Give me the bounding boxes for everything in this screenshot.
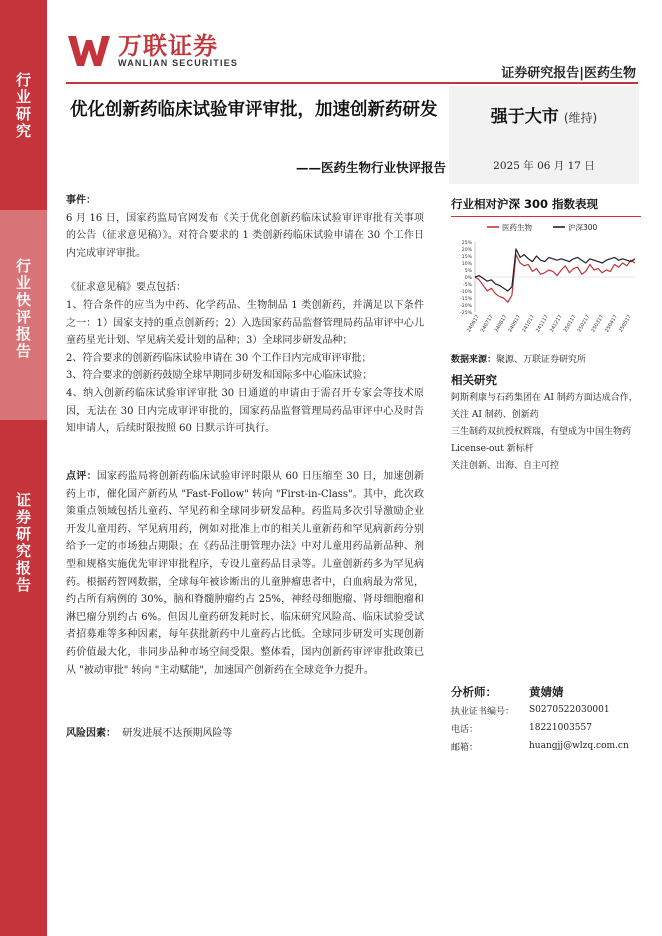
x-tick-label: 250217 — [576, 314, 592, 334]
event-section — [66, 192, 424, 438]
chart-source — [451, 352, 586, 365]
risk-text: 研发进展不达预期风险等 — [122, 728, 233, 739]
x-tick-label: 240717 — [479, 314, 495, 334]
report-date: 2025 年 06 月 17 日 — [493, 160, 595, 172]
y-tick-label: 0% — [464, 276, 472, 281]
industry-rating: 强于大市 — [490, 107, 559, 127]
analyst-name: 黄婧婧 — [529, 685, 564, 699]
email-address[interactable]: huangjj@wlzq.com.cn — [529, 741, 629, 751]
x-tick-label: 250417 — [604, 314, 619, 334]
comment-heading: 点评： — [66, 471, 97, 482]
chart-section-header — [451, 196, 641, 217]
y-tick-label: 25% — [461, 241, 472, 246]
y-tick-label: -15% — [460, 297, 472, 302]
legend-label-1: 沪深300 — [568, 223, 598, 232]
email-label: 邮箱： — [451, 742, 479, 753]
x-tick-label: 250517 — [617, 314, 633, 334]
x-tick-label: 241117 — [535, 314, 550, 334]
related-item-1[interactable]: 阿斯利康与石药集团在 AI 制药方面达成合作，关注 AI 制药、创新药 — [451, 393, 638, 420]
related-item-3[interactable]: 关注创新、出海、自主可控 — [451, 461, 560, 471]
brand-name-en: WANLIAN SECURITIES — [118, 58, 239, 68]
sidebar-section-top — [0, 0, 47, 210]
rating-panel — [449, 86, 639, 184]
sidebar — [0, 0, 47, 936]
chart-section-title: 行业相对沪深 300 指数表现 — [451, 196, 641, 217]
y-tick-label: 20% — [461, 248, 472, 253]
y-tick-label: -5% — [463, 283, 472, 288]
related-title: 相关研究 — [451, 373, 497, 387]
relative-performance-chart — [451, 218, 641, 346]
y-tick-label: -10% — [460, 290, 472, 295]
y-tick-label: -20% — [460, 304, 472, 309]
x-tick-label: 250317 — [590, 314, 606, 334]
sidebar-section-bottom — [0, 420, 47, 936]
analyst-role-label: 分析师： — [451, 685, 497, 699]
x-tick-label: 240617 — [465, 314, 481, 334]
x-tick-label: 241217 — [548, 314, 564, 334]
series-line-0 — [475, 255, 635, 303]
y-tick-label: 10% — [461, 262, 472, 267]
phone-number: 18221003557 — [529, 723, 592, 733]
legend-label-0: 医药生物 — [502, 223, 532, 232]
event-paragraph: 6 月 16 日，国家药监局官网发布《关于优化创新药临床试验审评审批有关事项的公告（征求意见稿）》。对符合要求的 1 类创新药临床试验申请在 30 个工作日内完成审评审批。 — [66, 212, 424, 259]
page-title: 优化创新药临床试验审评审批，加速创新药研发 — [70, 100, 438, 120]
x-tick-label: 240817 — [493, 314, 509, 334]
event-point-1: 1、符合条件的应当为中药、化学药品、生物制品 1 类创新药，并满足以下条件之一：1）国家支持的重点创新药；2）入选国家药品监督管理局药品审评中心儿童药星光计划、罕见病关爱计划的品种；3）全球同步研发品种； — [66, 299, 424, 347]
chart-source-text: 聚源、万联证券研究所 — [496, 355, 587, 365]
risk-heading: 风险因素： — [66, 728, 116, 739]
y-tick-label: 15% — [461, 255, 472, 260]
page-subtitle: ——医药生物行业快评报告 — [295, 160, 446, 175]
license-label: 执业证书编号： — [451, 706, 515, 717]
sidebar-label-quick-review: 行业快评报告 — [14, 258, 32, 360]
sidebar-label-securities-report: 证券研究报告 — [14, 492, 32, 594]
risk-section — [66, 725, 424, 743]
x-tick-label: 240917 — [507, 314, 523, 334]
analyst-info — [451, 683, 641, 755]
y-tick-label: -25% — [460, 311, 472, 316]
y-tick-label: 5% — [464, 269, 472, 274]
event-point-3: 3、符合要求的创新药鼓励全球早期同步研发和国际多中心临床试验； — [66, 370, 373, 382]
comment-section — [66, 468, 424, 679]
related-item-2[interactable]: 三生制药双抗授权辉瑞，有望成为中国生物药 License-out 新标杆 — [451, 427, 632, 454]
license-number: S0270522030001 — [529, 705, 610, 715]
comment-text: 国家药监局将创新药临床试验审评时限从 60 日压缩至 30 日，加速创新药上市，催化国产新药从 "Fast-Follow" 转向 "First-in-Class"。其中，此次政策重点领域包括儿童药、罕见药和全球同步研发品种。药监局多次引导激励企业开发儿童用药、罕见病用药，例如对批准上市的相关儿童新药和罕见病新药分别给予一定的市场独占期限；在《药品注册管理办法》中对儿童用药品新品种、剂型和规格实施优先审评审批程序，专设儿童药品目录等。儿童创新药多为罕见病药。根据药智网数据，全球每年被诊断出的儿童肿瘤患者中，白血病最为常见，约占所有病例的 30%，脑和脊髓肿瘤约占 25%，神经母细胞瘤、肾母细胞瘤和淋巴瘤分别约占 6%。但因儿童药研发耗时长、临床研究风险高、临床试验受试者招募难等多种因素，每年获批新药中儿童药占比低。全球同步研发可实现创新药价值最大化，非同步品种市场空间受限。整体看，国内创新药审评审批政策已从 "被动审批" 转向 "主动赋能"，加速国产创新药在全球竞争力提升。 — [66, 471, 424, 676]
event-point-4: 4、纳入创新药临床试验审评审批 30 日通道的申请由于需召开专家会等技术原因，无法在 30 日内完成审评审批的，国家药品监督管理局药品审评中心及时告知申请人，后续时限按照 60 日默示许可执行。 — [66, 387, 424, 435]
event-point-2: 2、符合要求的创新药临床试验申请在 30 个工作日内完成审评审批； — [66, 352, 372, 364]
brand-name-cn: 万联证券 — [118, 32, 218, 60]
related-research — [451, 372, 641, 475]
x-tick-label: 241017 — [521, 314, 537, 334]
chart-svg — [451, 218, 641, 346]
rating-note: (维持) — [563, 111, 598, 125]
x-tick-label: 250117 — [562, 314, 578, 334]
report-category: 证券研究报告|医药生物 — [501, 66, 636, 81]
sidebar-label-industry-research: 行业研究 — [14, 72, 32, 140]
event-points-intro: 《征求意见稿》要点包括： — [66, 282, 186, 294]
wanlian-logo-icon — [66, 34, 112, 68]
event-heading: 事件： — [66, 195, 96, 206]
brand-logo — [66, 34, 238, 68]
phone-label: 电话： — [451, 724, 479, 735]
sidebar-section-middle — [0, 210, 47, 420]
chart-source-label: 数据来源： — [451, 355, 497, 365]
header-divider — [66, 82, 638, 84]
